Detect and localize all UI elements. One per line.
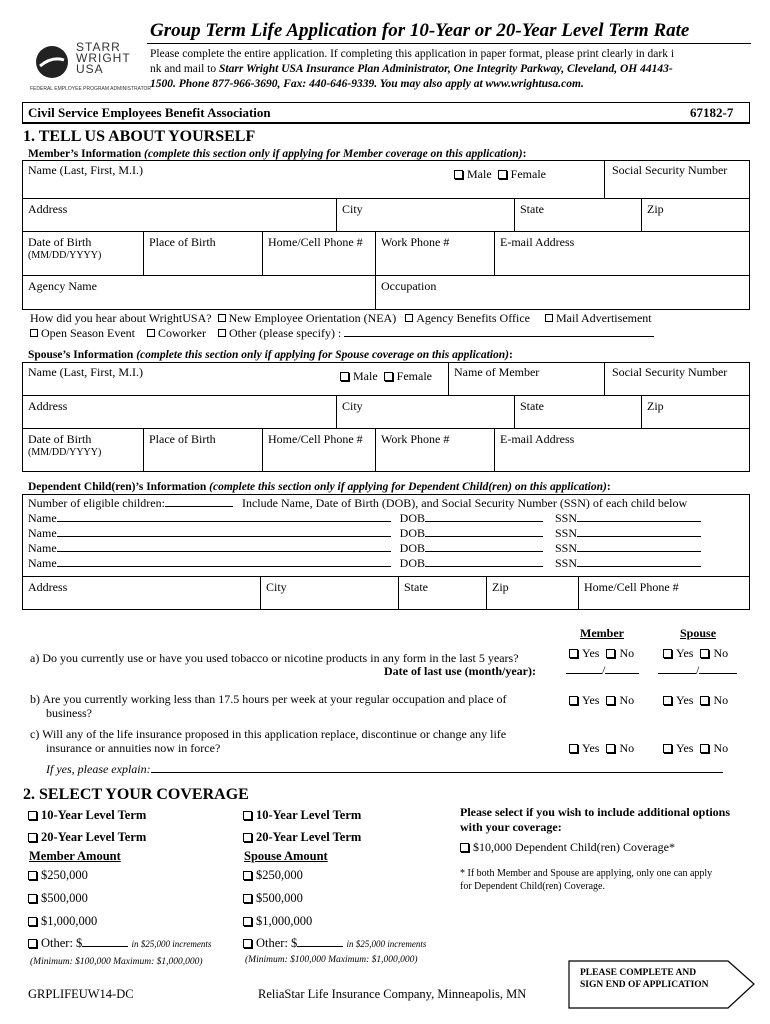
no-label: No [713, 693, 729, 707]
question-c-line-2: insurance or annuities now in force? [46, 741, 221, 755]
member-500-label: $500,000 [41, 891, 88, 905]
member-other-option[interactable] [28, 936, 211, 951]
member-dob-field[interactable] [24, 233, 105, 263]
female-label: Female [510, 167, 546, 181]
child-coverage-option[interactable] [460, 840, 675, 855]
female-checkbox[interactable] [498, 170, 507, 179]
logo [30, 40, 152, 95]
child-ssn-label: SSN [555, 541, 578, 555]
child-ssn-label: SSN [555, 556, 578, 570]
no-label: No [619, 646, 635, 660]
child-row [28, 556, 701, 571]
child-dob-label: DOB [399, 526, 425, 540]
spouse-dob-label: Date of Birth [28, 432, 92, 446]
member-increments-note: in $25,000 increments [131, 939, 212, 949]
yes-label: Yes [582, 693, 600, 707]
association-code: 67182-7 [690, 105, 734, 120]
instructions-line-2a: nk and mail to [150, 63, 219, 75]
q-a-spouse-date-input[interactable] [658, 663, 737, 678]
member-10yr-label: 10-Year Level Term [41, 808, 147, 822]
spouse-state-field[interactable]: State [520, 399, 544, 413]
member-1m-label: $1,000,000 [41, 914, 98, 928]
child-zip-field[interactable]: Zip [492, 580, 509, 594]
q-a-member-no-checkbox[interactable] [606, 649, 615, 658]
child-name-label: Name [28, 511, 57, 525]
company-name: ReliaStar Life Insurance Company, Minneapolis, MN [258, 987, 527, 1001]
spouse-email-field[interactable]: E-mail Address [500, 432, 575, 446]
no-label: No [619, 693, 635, 707]
spouse-column-header: Spouse [680, 626, 717, 640]
hear-mail-label: Mail Advertisement [555, 311, 652, 325]
yes-label: Yes [582, 646, 600, 660]
child-name-input[interactable] [57, 556, 391, 567]
male-checkbox[interactable] [454, 170, 463, 179]
q-c-spouse-yes-checkbox[interactable] [663, 744, 672, 753]
spouse-male-checkbox[interactable] [340, 372, 349, 381]
member-work-phone-field[interactable]: Work Phone # [381, 235, 450, 249]
member-heading-note: (complete this section only if applying for Member coverage on this application) [141, 148, 523, 160]
spouse-female-label: Female [396, 369, 432, 383]
member-250-checkbox[interactable] [28, 871, 37, 880]
arrow-line-1: PLEASE COMPLETE AND [580, 968, 697, 978]
spouse-250-option[interactable] [243, 868, 303, 883]
member-heading [28, 148, 526, 160]
child-dob-input[interactable] [425, 511, 543, 522]
child-ssn-input[interactable] [577, 541, 701, 552]
instructions-line-1: Please complete the entire application. If completing this application in paper format, please print clearly in dark i [150, 48, 675, 60]
member-name-field[interactable]: Name (Last, First, M.I.) [28, 163, 143, 177]
dob-format: (MM/DD/YYYY) [28, 250, 102, 261]
child-row [28, 526, 701, 541]
child-address-field[interactable]: Address [28, 580, 68, 594]
child-heading-colon: : [606, 481, 611, 493]
hear-other-checkbox[interactable] [218, 329, 226, 337]
member-10yr-checkbox[interactable] [28, 811, 37, 820]
member-500-checkbox[interactable] [28, 894, 37, 903]
member-20yr-option[interactable] [28, 830, 146, 845]
association-name: Civil Service Employees Benefit Association [28, 105, 271, 120]
num-children-row [28, 496, 687, 511]
logo-line-1: STARR [76, 40, 121, 54]
spouse-20yr-label: 20-Year Level Term [256, 830, 362, 844]
q-c-member-answer[interactable] [569, 741, 634, 756]
num-children-label: Number of eligible children: [28, 496, 165, 510]
spouse-1m-checkbox[interactable] [243, 917, 252, 926]
child-dob-input[interactable] [425, 541, 543, 552]
q-c-spouse-answer[interactable] [663, 741, 728, 756]
member-state-field[interactable]: State [520, 202, 544, 216]
child-dob-input[interactable] [425, 526, 543, 537]
q-c-member-yes-checkbox[interactable] [569, 744, 578, 753]
member-pob-field[interactable]: Place of Birth [149, 235, 216, 249]
q-a-member-date-input[interactable] [566, 663, 639, 678]
child-heading-note: (complete this section only if applying for Dependent Child(ren) on this application) [206, 481, 607, 493]
explain-label: If yes, please explain: [46, 762, 151, 776]
logo-line-3: USA [76, 62, 104, 76]
no-label: No [619, 741, 635, 755]
q-a-member-answer[interactable] [569, 646, 634, 661]
include-note: Include Name, Date of Birth (DOB), and Social Security Number (SSN) of each child below [241, 496, 688, 510]
child-ssn-input[interactable] [577, 556, 701, 567]
coverage-footnote [460, 867, 712, 893]
q-c-spouse-no-checkbox[interactable] [700, 744, 709, 753]
spouse-pob-field[interactable]: Place of Birth [149, 432, 216, 446]
dob-label: Date of Birth [28, 235, 92, 249]
instructions-line-3: 1500. Phone 877-966-3690, Fax: 440-646-9339. You may also apply at www.wrightusa.com. [150, 78, 584, 90]
question-a-date-label: Date of last use (month/year): [384, 664, 536, 678]
spouse-20yr-option[interactable] [243, 830, 361, 845]
question-c-line-1: c) Will any of the life insurance proposed in this application replace, discontinue or change any life [30, 727, 507, 741]
instructions-line-2b: Starr Wright USA Insurance Plan Administrator, One Integrity Parkway, Cleveland, OH 44143- [219, 63, 673, 75]
arrow-line-2: SIGN END OF APPLICATION [580, 980, 709, 990]
section1-title: 1. TELL US ABOUT YOURSELF [23, 128, 256, 145]
yes-label: Yes [582, 741, 600, 755]
question-b-line-1: b) Are you currently working less than 17.5 hours per week at your regular occupation and place of [30, 692, 507, 706]
spouse-work-phone-field[interactable]: Work Phone # [381, 432, 450, 446]
member-ssn-field[interactable]: Social Security Number [612, 163, 728, 177]
hear-coworker-checkbox[interactable] [147, 329, 155, 337]
hear-nea-checkbox[interactable] [218, 314, 226, 322]
spouse-other-label: Other: $ [256, 936, 298, 950]
child-dob-label: DOB [399, 511, 425, 525]
spouse-dob-field[interactable] [24, 430, 105, 460]
member-column-header: Member [580, 626, 624, 640]
child-coverage-label: $10,000 Dependent Child(ren) Coverage* [473, 840, 675, 854]
form-code: GRPLIFEUW14-DC [28, 987, 134, 1001]
male-label: Male [467, 167, 492, 181]
spouse-250-checkbox[interactable] [243, 871, 252, 880]
child-row [28, 541, 701, 556]
q-a-spouse-no-checkbox[interactable] [700, 649, 709, 658]
yes-label: Yes [676, 646, 694, 660]
child-state-field[interactable]: State [404, 580, 428, 594]
child-row [28, 511, 701, 526]
hear-coworker-label: Coworker [157, 326, 206, 340]
spouse-1m-label: $1,000,000 [256, 914, 313, 928]
member-zip-field[interactable]: Zip [647, 202, 664, 216]
explain-row [46, 762, 723, 777]
spouse-female-checkbox[interactable] [384, 372, 393, 381]
child-name-input[interactable] [57, 526, 391, 537]
spouse-250-label: $250,000 [256, 868, 303, 882]
member-1m-checkbox[interactable] [28, 917, 37, 926]
spouse-other-checkbox[interactable] [243, 939, 252, 948]
hear-open-season-label: Open Season Event [41, 326, 135, 340]
spouse-ssn-field[interactable]: Social Security Number [612, 365, 728, 379]
member-amount-heading: Member Amount [29, 849, 121, 863]
hear-other-label: Other (please specify) : [228, 326, 342, 340]
q-b-member-no-checkbox[interactable] [606, 696, 615, 705]
member-500-option[interactable] [28, 891, 88, 906]
spouse-heading [28, 349, 513, 361]
spouse-dob-format: (MM/DD/YYYY) [28, 447, 102, 458]
logo-line-2: WRIGHT [76, 51, 131, 65]
member-20yr-label: 20-Year Level Term [41, 830, 147, 844]
spouse-other-input[interactable] [297, 936, 343, 947]
hear-other-input[interactable] [344, 326, 654, 337]
member-occupation-field[interactable]: Occupation [381, 279, 437, 293]
header-rule [147, 43, 751, 44]
hear-question-line-2 [30, 326, 654, 341]
child-name-label: Name [28, 556, 57, 570]
member-other-checkbox[interactable] [28, 939, 37, 948]
date-slash: / [696, 663, 700, 677]
spouse-500-option[interactable] [243, 891, 303, 906]
spouse-10yr-option[interactable] [243, 808, 361, 823]
member-min-max: (Minimum: $100,000 Maximum: $1,000,000) [30, 957, 203, 967]
child-coverage-checkbox[interactable] [460, 843, 469, 852]
member-1m-option[interactable] [28, 914, 97, 929]
spouse-male-label: Male [353, 369, 378, 383]
spouse-heading-label: Spouse’s Information [28, 349, 134, 361]
instructions [150, 47, 750, 92]
q-a-spouse-answer[interactable] [663, 646, 728, 661]
yes-label: Yes [676, 741, 694, 755]
child-dob-label: DOB [399, 556, 425, 570]
spouse-other-option[interactable] [243, 936, 426, 951]
num-children-input[interactable] [165, 496, 233, 507]
member-10yr-option[interactable] [28, 808, 146, 823]
child-city-field[interactable]: City [266, 580, 287, 594]
page-title: Group Term Life Application for 10-Year or 20-Year Level Term Rate [150, 20, 690, 41]
hear-question [30, 311, 652, 326]
logo-circle-icon [34, 44, 70, 80]
child-name-input[interactable] [57, 541, 391, 552]
spouse-heading-note: (complete this section only if applying for Spouse coverage on this application) [133, 349, 509, 361]
member-20yr-checkbox[interactable] [28, 833, 37, 842]
hear-agency-checkbox[interactable] [405, 314, 413, 322]
q-a-member-yes-checkbox[interactable] [569, 649, 578, 658]
member-home-phone-field[interactable]: Home/Cell Phone # [268, 235, 363, 249]
additional-options-line-1: Please select if you wish to include additional options [460, 805, 731, 819]
child-ssn-label: SSN [555, 511, 578, 525]
q-b-spouse-yes-checkbox[interactable] [663, 696, 672, 705]
explain-input[interactable] [151, 762, 723, 773]
hear-question-label: How did you hear about WrightUSA? [30, 311, 212, 325]
q-b-member-answer[interactable] [569, 693, 634, 708]
question-b-line-2: business? [46, 706, 92, 720]
spouse-home-phone-field[interactable]: Home/Cell Phone # [268, 432, 363, 446]
spouse-amount-heading: Spouse Amount [244, 849, 328, 863]
child-name-label: Name [28, 541, 57, 555]
spouse-member-name-field[interactable]: Name of Member [454, 365, 540, 379]
date-slash: / [602, 663, 606, 677]
member-address-field[interactable]: Address [28, 202, 68, 216]
child-dob-input[interactable] [425, 556, 543, 567]
child-heading [28, 481, 611, 493]
coverage-footnote-line-2: for Dependent Child(ren) Coverage. [460, 881, 605, 892]
spouse-city-field[interactable]: City [342, 399, 363, 413]
member-email-field[interactable]: E-mail Address [500, 235, 575, 249]
logo-tagline: FEDERAL EMPLOYEE PROGRAM ADMINISTRATOR [30, 86, 152, 92]
spouse-500-checkbox[interactable] [243, 894, 252, 903]
spouse-gender-field[interactable] [336, 367, 436, 386]
q-b-member-yes-checkbox[interactable] [569, 696, 578, 705]
spouse-10yr-label: 10-Year Level Term [256, 808, 362, 822]
yes-label: Yes [676, 693, 694, 707]
spouse-20yr-checkbox[interactable] [243, 833, 252, 842]
no-label: No [713, 741, 729, 755]
question-a: a) Do you currently use or have you used tobacco or nicotine products in any form in the last 5 years? [30, 651, 519, 665]
child-ssn-label: SSN [555, 526, 578, 540]
spouse-heading-colon: : [508, 349, 513, 361]
section2-title: 2. SELECT YOUR COVERAGE [23, 786, 249, 803]
additional-options-line-2: with your coverage: [460, 820, 562, 834]
member-city-field[interactable]: City [342, 202, 363, 216]
spouse-zip-field[interactable]: Zip [647, 399, 664, 413]
child-dob-label: DOB [399, 541, 425, 555]
arrow-callout-text [580, 967, 709, 991]
spouse-1m-option[interactable] [243, 914, 312, 929]
member-other-label: Other: $ [41, 936, 83, 950]
child-ssn-input[interactable] [577, 526, 701, 537]
spouse-increments-note: in $25,000 increments [346, 939, 427, 949]
hear-agency-label: Agency Benefits Office [416, 311, 530, 325]
q-b-spouse-no-checkbox[interactable] [700, 696, 709, 705]
member-other-input[interactable] [82, 936, 128, 947]
no-label: No [713, 646, 729, 660]
member-250-option[interactable] [28, 868, 88, 883]
q-c-member-no-checkbox[interactable] [606, 744, 615, 753]
spouse-500-label: $500,000 [256, 891, 303, 905]
additional-options-text [460, 805, 730, 835]
spouse-address-field[interactable]: Address [28, 399, 68, 413]
child-ssn-input[interactable] [577, 511, 701, 522]
child-home-phone-field[interactable]: Home/Cell Phone # [584, 580, 679, 594]
child-name-label: Name [28, 526, 57, 540]
hear-open-season-checkbox[interactable] [30, 329, 38, 337]
q-a-spouse-yes-checkbox[interactable] [663, 649, 672, 658]
spouse-10yr-checkbox[interactable] [243, 811, 252, 820]
q-b-spouse-answer[interactable] [663, 693, 728, 708]
member-heading-colon: : [522, 148, 527, 160]
member-gender-field[interactable] [450, 165, 550, 184]
coverage-footnote-line-1: * If both Member and Spouse are applying, only one can apply [460, 868, 713, 879]
spouse-name-field[interactable]: Name (Last, First, M.I.) [28, 365, 143, 379]
hear-mail-checkbox[interactable] [545, 314, 553, 322]
child-heading-label: Dependent Child(ren)’s Information [28, 481, 207, 493]
member-250-label: $250,000 [41, 868, 88, 882]
spouse-min-max: (Minimum: $100,000 Maximum: $1,000,000) [245, 955, 418, 965]
hear-nea-label: New Employee Orientation (NEA) [228, 311, 397, 325]
child-name-input[interactable] [57, 511, 391, 522]
member-agency-field[interactable]: Agency Name [28, 279, 97, 293]
member-heading-label: Member’s Information [28, 148, 142, 160]
